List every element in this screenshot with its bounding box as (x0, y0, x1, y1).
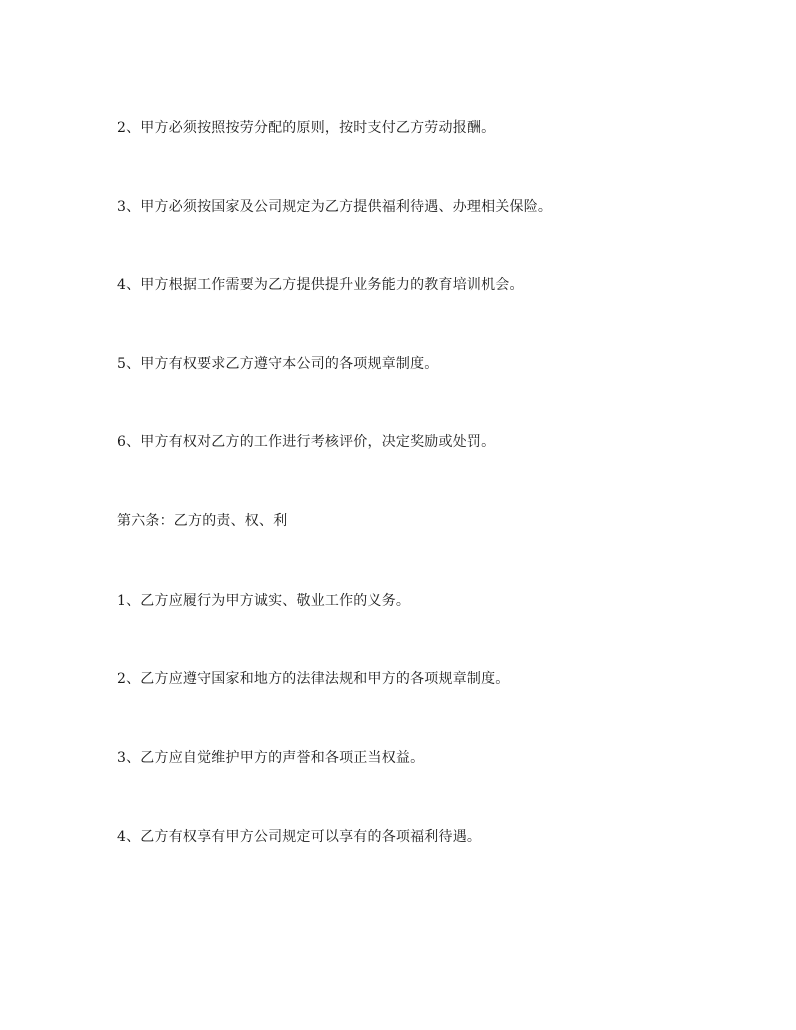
clause-party-a-6: 6、甲方有权对乙方的工作进行考核评价，决定奖励或处罚。 (117, 434, 496, 450)
clause-party-a-3: 3、甲方必须按国家及公司规定为乙方提供福利待遇、办理相关保险。 (117, 199, 553, 215)
clause-party-b-1: 1、乙方应履行为甲方诚实、敬业工作的义务。 (117, 593, 411, 609)
clause-party-a-2: 2、甲方必须按照按劳分配的原则，按时支付乙方劳动报酬。 (117, 120, 496, 136)
article-6-heading: 第六条：乙方的责、权、利 (117, 513, 288, 529)
clause-party-b-3: 3、乙方应自觉维护甲方的声誉和各项正当权益。 (117, 750, 425, 766)
clause-party-a-4: 4、甲方根据工作需要为乙方提供提升业务能力的教育培训机会。 (117, 277, 524, 293)
clause-party-a-5: 5、甲方有权要求乙方遵守本公司的各项规章制度。 (117, 356, 439, 372)
clause-party-b-4: 4、乙方有权享有甲方公司规定可以享有的各项福利待遇。 (117, 829, 482, 845)
clause-party-b-2: 2、乙方应遵守国家和地方的法律法规和甲方的各项规章制度。 (117, 671, 510, 687)
